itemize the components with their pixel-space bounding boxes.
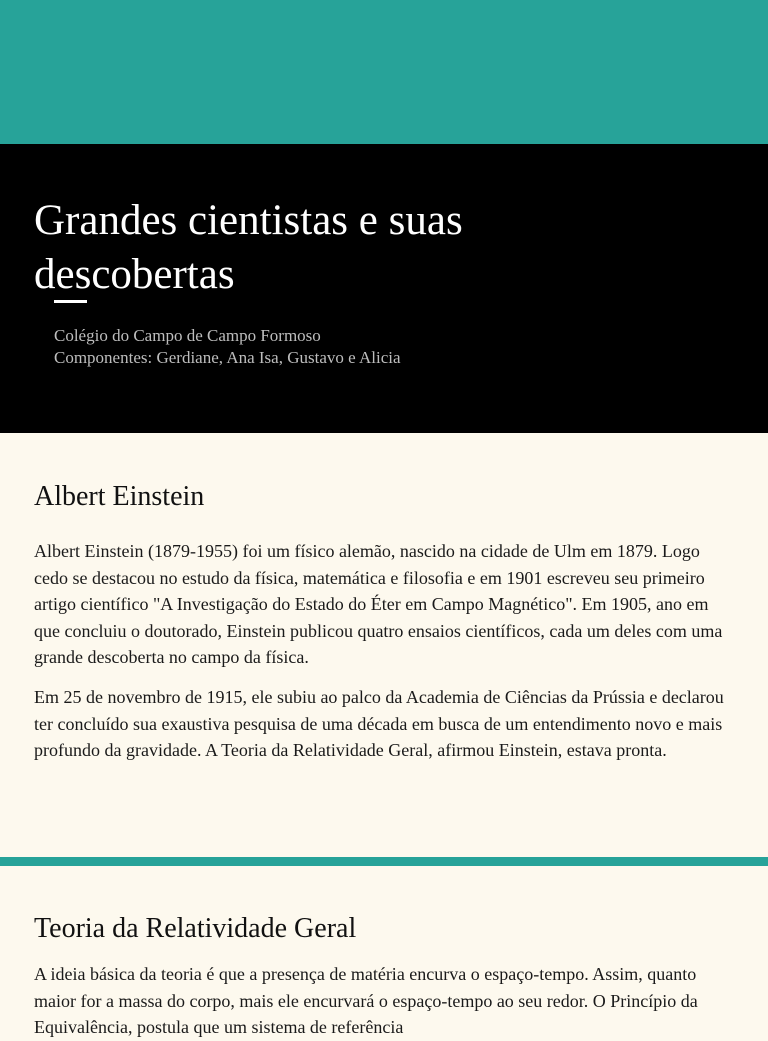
group-members: Componentes: Gerdiane, Ana Isa, Gustavo e Alicia <box>54 348 401 367</box>
relativity-heading: Teoria da Relatividade Geral <box>34 913 357 944</box>
relativity-slide <box>0 866 768 1037</box>
einstein-paragraph-2 <box>34 684 734 764</box>
title-slide <box>0 144 768 433</box>
relativity-paragraph-1 <box>34 961 734 1041</box>
top-teal-band <box>0 0 768 144</box>
einstein-slide <box>0 433 768 857</box>
presentation-title: Grandes cientistas e suas descobertas <box>34 197 463 298</box>
title-underline-rule <box>54 300 87 303</box>
einstein-paragraph-1-text: Albert Einstein (1879-1955) foi um físico alemão, nascido na cidade de Ulm em 1879. Logo cedo se destacou no estudo da física, matemática e filosofia e em 1901 escreveu seu primeiro artigo científico "A Investigação do Estado do Éter em Campo Magnético". Em 1905, ano em que concluiu o doutorado, Einstein publicou quatro ensaios científicos, cada um deles com uma grande descoberta no campo da física. <box>34 541 723 667</box>
title-subtitle <box>54 325 401 369</box>
school-name: Colégio do Campo de Campo Formoso <box>54 326 321 345</box>
relativity-paragraph-1-text: A ideia básica da teoria é que a presença de matéria encurva o espaço-tempo. Assim, quanto maior for a massa do corpo, mais ele encurvará o espaço-tempo ao seu redor. O Princípio da Equivalência, postula que um sistema de referência <box>34 964 698 1037</box>
einstein-paragraph-2-text: Em 25 de novembro de 1915, ele subiu ao palco da Academia de Ciências da Prússia e declarou ter concluído sua exaustiva pesquisa de uma década em busca de um entendimento novo e mais profundo da gravidade. A Teoria da Relatividade Geral, afirmou Einstein, estava pronta. <box>34 687 724 760</box>
einstein-paragraph-1 <box>34 538 734 671</box>
einstein-heading: Albert Einstein <box>34 481 205 512</box>
slide-divider <box>0 857 768 866</box>
